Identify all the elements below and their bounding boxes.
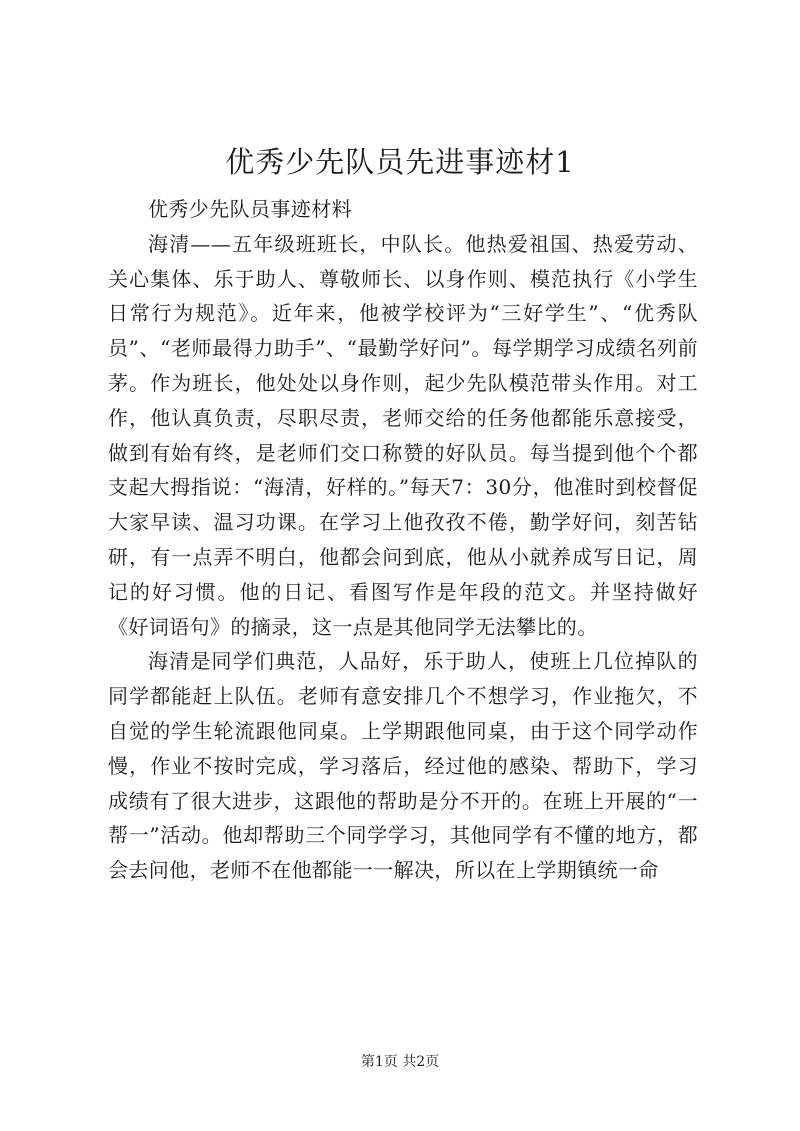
subtitle-paragraph: 优秀少先队员事迹材料 (148, 197, 352, 221)
document-title: 优秀少先队员先进事迹材1 (225, 145, 575, 179)
body-paragraph: 海清是同学们典范，人品好，乐于助人，使班上几位掉队的同学都能赶上队伍。老师有意安排几个不想学习，作业拖欠，不自觉的学生轮流跟他同桌。上学期跟他同桌，由于这个同学动作慢，作业不按时完成，学习落后，经过他的感染、帮助下，学习成绩有了很大进步，这跟他的帮助是分不开的。在班上开展的“一帮一”活动。他却帮助三个同学学习，其他同学有不懂的地方，都会去问他，老师不在他都能一一解决，所以在上学期镇统一命 (108, 649, 698, 883)
page-footer: 第1页 共2页 (360, 1054, 440, 1070)
document-body (108, 192, 698, 888)
body-paragraph: 海清——五年级班班长，中队长。他热爱祖国、热爱劳动、关心集体、乐于助人、尊敬师长、以身作则、模范执行《小学生日常行为规范》。近年来，他被学校评为“三好学生”、“优秀队员”、“老师最得力助手”、“最勤学好问”。每学期学习成绩名列前茅。作为班长，他处处以身作则，起少先队模范带头作用。对工作，他认真负责，尽职尽责，老师交给的任务他都能乐意接受，做到有始有终，是老师们交口称赞的好队员。每当提到他个个都支起大拇指说：“海清，好样的。”每天7：30分，他准时到校督促大家早读、温习功课。在学习上他孜孜不倦，勤学好问，刻苦钻研，有一点弄不明白，他都会问到底，他从小就养成写日记，周记的好习惯。他的日记、看图写作是年段的范文。并坚持做好《好词语句》的摘录，这一点是其他同学无法攀比的。 (108, 231, 698, 639)
